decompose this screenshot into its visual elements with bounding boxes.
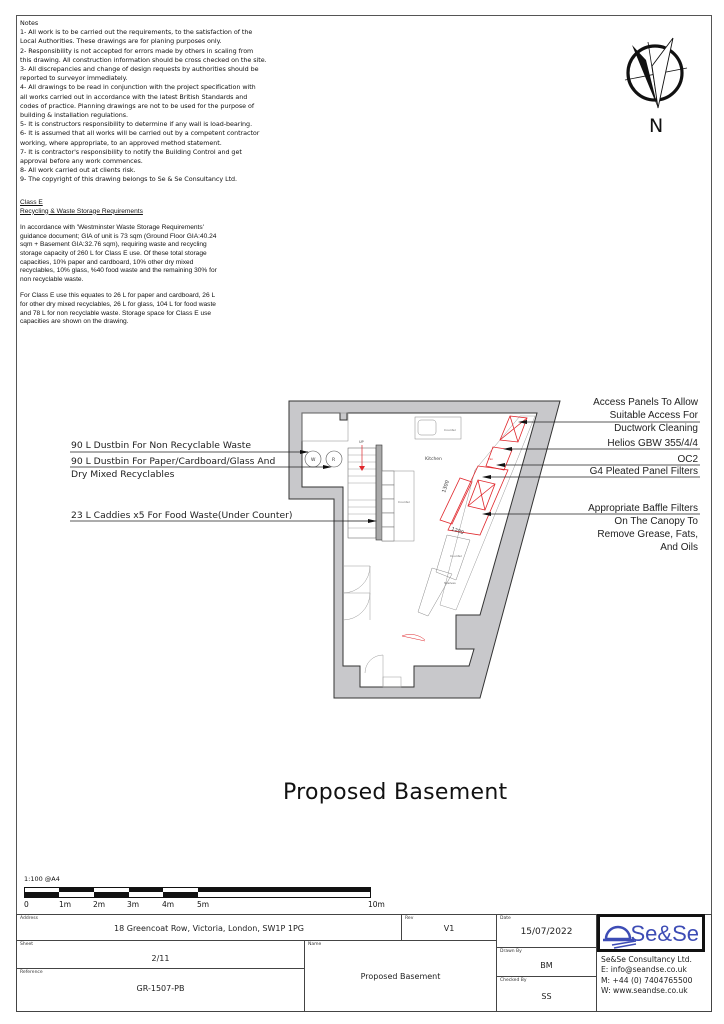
callout-non-recyclable-bin: 90 L Dustbin For Non Recyclable Waste (71, 440, 252, 451)
svg-text:Shelves: Shelves (444, 581, 456, 585)
drawn-by-value: BM (540, 961, 553, 970)
callout-oc2: OC2 (677, 454, 698, 465)
reference-value: GR-1507-PB (136, 984, 185, 993)
scale-tick-2m: 2m (93, 900, 106, 909)
note-line: 4- All drawings to be read in conjunction with the project specification with (20, 83, 256, 92)
address-value: 18 Greencoat Row, Victoria, London, SW1P 1PG (114, 924, 304, 933)
note-line: Local Authorities. These drawings are for planing purposes only. (20, 37, 222, 46)
callout-recyclables-bin-line2: Dry Mixed Recyclables (71, 469, 175, 480)
note-line: 3- All discrepancies and change of design requests by authorities should be (20, 65, 259, 74)
requirements-class: Class E (20, 199, 43, 206)
company-contact (601, 955, 692, 997)
svg-text:Fan: Fan (488, 457, 494, 461)
scale-bar (24, 887, 372, 899)
name-value: Proposed Basement (360, 972, 441, 981)
notes-title: Notes (20, 19, 39, 27)
svg-text:Kitchen: Kitchen (425, 457, 442, 462)
svg-text:Counter: Counter (398, 500, 410, 504)
note-line: approval before any work commences. (20, 157, 143, 166)
svg-text:R: R (332, 458, 336, 463)
scale-tick-5m: 5m (197, 900, 210, 909)
company-website[interactable]: W: www.seandse.co.uk (601, 986, 688, 996)
note-line: reported to surveyor immediately. (20, 74, 128, 83)
address-cell: Address 18 Greencoat Row, Victoria, London, SW1P 1PG (16, 914, 402, 941)
note-line: 1- All work is to be carried out the requirements, to the satisfaction of the (20, 28, 253, 37)
company-name: Se&Se Consultancy Ltd. (601, 955, 692, 964)
scale-tick-4m: 4m (162, 900, 175, 909)
note-line: this drawing. All construction information should be cross checked on the site. (20, 55, 267, 64)
sheet-value: 2/11 (151, 954, 170, 963)
callout-g4-filters: G4 Pleated Panel Filters (589, 466, 698, 477)
callout-helios-fan: Helios GBW 355/4/4 (607, 438, 698, 449)
scale-tick-3m: 3m (127, 900, 140, 909)
name-cell: Name Proposed Basement (304, 940, 497, 1012)
requirements-heading: Recycling & Waste Storage Requirements (20, 207, 143, 215)
north-label: N (649, 115, 664, 137)
reference-cell: Reference GR-1507-PB (16, 968, 305, 1012)
date-value: 15/07/2022 (520, 927, 573, 937)
svg-text:1300: 1300 (441, 479, 451, 494)
note-line: building & installation regulations. (20, 111, 128, 120)
company-phone: M: +44 (0) 7404765500 (601, 975, 693, 985)
note-line: codes of practice. Planning drawings are not to be used for the purpose of (20, 101, 255, 110)
scale-tick-1m: 1m (59, 900, 72, 909)
callout-recyclables-bin: 90 L Dustbin For Paper/Cardboard/Glass And (71, 456, 276, 467)
date-cell: Date 15/07/2022 (496, 914, 597, 948)
checked-by-value: SS (541, 992, 552, 1001)
scale-tick-0: 0 (24, 900, 29, 909)
drawing-title: Proposed Basement (283, 780, 508, 805)
note-line: all works carried out in accordance with the latest British Standards and (20, 92, 248, 101)
svg-text:Counter: Counter (450, 554, 462, 558)
svg-text:Counter: Counter (444, 428, 456, 432)
note-line: 5- It is constructors responsibility to determine if any wall is load-bearing. (20, 120, 253, 129)
rev-value: V1 (443, 924, 455, 933)
drawn-by-cell: Drawn By BM (496, 947, 597, 977)
note-line: working, where appropriate, to an approved method statement. (20, 138, 222, 147)
note-line: 2- Responsibility is not accepted for errors made by others in scaling from (20, 46, 254, 55)
svg-text:UP: UP (359, 440, 364, 444)
note-line: 6- It is assumed that all works will be carried out by a competent contractor (20, 129, 260, 138)
svg-text:W: W (311, 458, 316, 463)
scale-tick-10m: 10m (368, 900, 385, 909)
note-line: 7- It is contractor's responsibility to notify the Building Control and get (20, 147, 242, 156)
checked-by-cell: Checked By SS (496, 976, 597, 1012)
callout-food-caddies: 23 L Caddies x5 For Food Waste(Under Counter) (71, 510, 293, 521)
note-line: 8- All work carried out at clients risk. (20, 166, 136, 175)
note-line: 9- The copyright of this drawing belongs to Se & Se Consultancy Ltd. (20, 175, 238, 184)
company-email[interactable]: E: info@seandse.co.uk (601, 965, 687, 975)
company-logo (597, 914, 705, 952)
callout-access-panels: Access Panels To Allow Suitable Access For Ductwork Cleaning (593, 397, 698, 434)
scale-label: 1:100 @A4 (24, 875, 60, 883)
rev-cell: Rev V1 (401, 914, 497, 941)
sheet-cell: Sheet 2/11 (16, 940, 305, 969)
requirements-paragraph-1: In accordance with 'Westminster Waste Storage Requirements' guidance document; GIA of unit is 73 sqm (Ground Floor GIA:40.24 sqm + Basement GIA:32.76 sqm), requiring waste and recycling storage capacity of 260 L for Class E use. Of these total storage capacities, 10% paper and cardboard, 10% other dry mixed recyclables, 10% glass, %40 food waste and the remaining 30% for non recyclable waste. (20, 224, 217, 283)
callout-baffle-filters: Appropriate Baffle Filters On The Canopy To Remove Grease, Fats, And Oils (588, 503, 698, 553)
svg-text:1200: 1200 (450, 526, 465, 537)
logo-text: Se&Se (630, 921, 699, 946)
requirements-paragraph-2: For Class E use this equates to 26 L for paper and cardboard, 26 L for other dry mixed recyclables, 26 L for glass, 104 L for food waste and 78 L for non recyclable waste. Storage space for Class E use capacities are shown on the drawing. (20, 292, 216, 326)
